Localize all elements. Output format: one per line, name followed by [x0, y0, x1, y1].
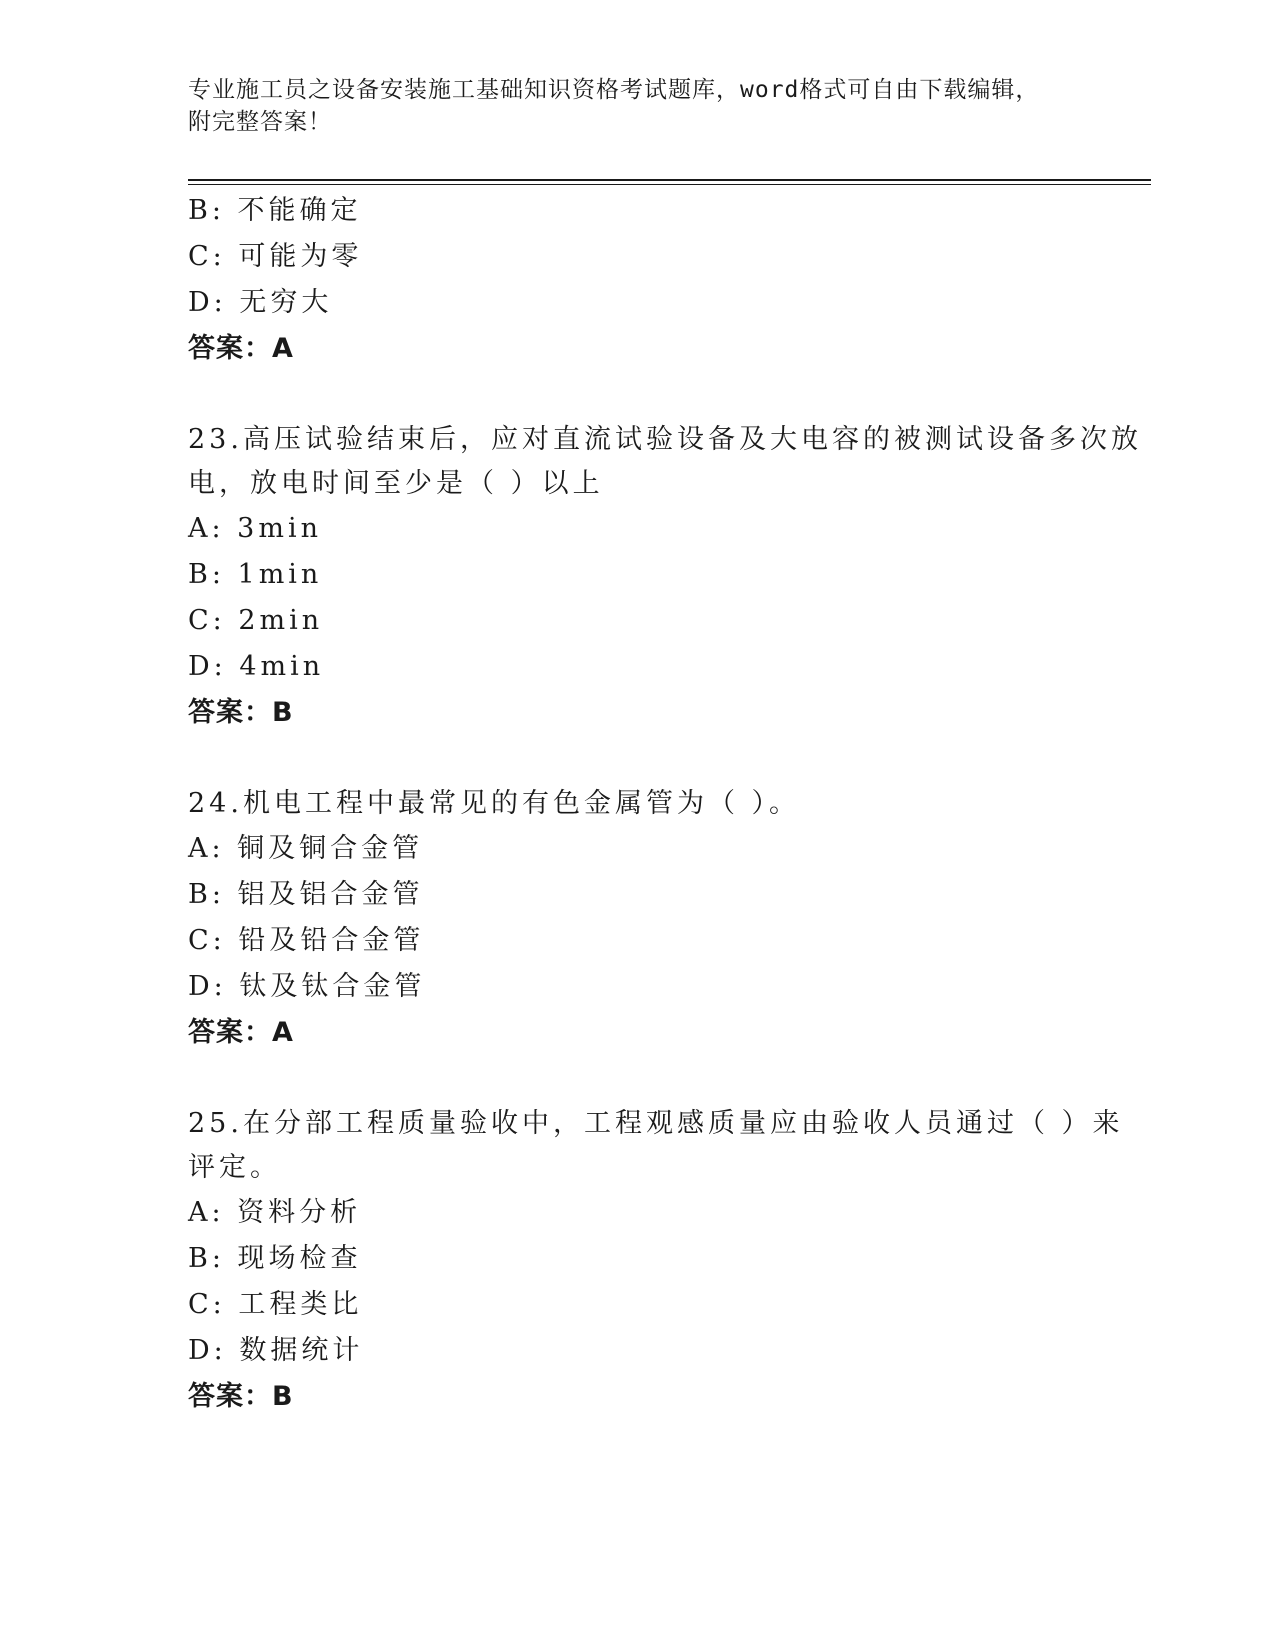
question-text-line-1: 25.在分部工程质量验收中，工程观感质量应由验收人员通过（ ）来 [188, 1108, 1124, 1139]
option-a: A: 铜及铜合金管 [188, 833, 424, 864]
question-25 [188, 1102, 1124, 1420]
option-d: D: 无穷大 [188, 287, 333, 318]
answer: 答案：A [188, 333, 294, 364]
option-b: B: 现场检查 [188, 1243, 362, 1274]
header-line-2: 附完整答案！ [188, 109, 332, 135]
answer: 答案：B [188, 1381, 294, 1412]
question-text-line-1: 23.高压试验结束后，应对直流试验设备及大电容的被测试设备多次放 [188, 424, 1142, 455]
option-c: C: 铅及铅合金管 [188, 925, 425, 956]
question-text-line-2: 评定。 [188, 1152, 281, 1183]
header-line-1: 专业施工员之设备安装施工基础知识资格考试题库，word格式可自由下载编辑， [188, 77, 1040, 103]
option-d: D: 数据统计 [188, 1335, 364, 1366]
question-24 [188, 782, 1068, 1056]
option-b: B: 1min [188, 559, 323, 590]
question-text-line-2: 电，放电时间至少是（ ）以上 [188, 468, 604, 499]
option-c: C: 可能为零 [188, 241, 363, 272]
answer: 答案：A [188, 1017, 294, 1048]
question-22 [188, 188, 1068, 372]
option-d: D: 钛及钛合金管 [188, 971, 426, 1002]
document-header [188, 74, 1088, 138]
option-d: D: 4min [188, 651, 325, 682]
answer: 答案：B [188, 697, 294, 728]
header-divider-thick [188, 179, 1151, 181]
option-b: B: 不能确定 [188, 195, 362, 226]
question-list [188, 188, 1142, 1420]
option-c: C: 工程类比 [188, 1289, 363, 1320]
option-c: C: 2min [188, 605, 324, 636]
question-23 [188, 418, 1142, 736]
header-divider-thin [188, 184, 1151, 185]
option-a: A: 3min [188, 513, 322, 544]
option-a: A: 资料分析 [188, 1197, 362, 1228]
question-text-line-1: 24.机电工程中最常见的有色金属管为（ ）。 [188, 788, 801, 819]
option-b: B: 铝及铝合金管 [188, 879, 424, 910]
